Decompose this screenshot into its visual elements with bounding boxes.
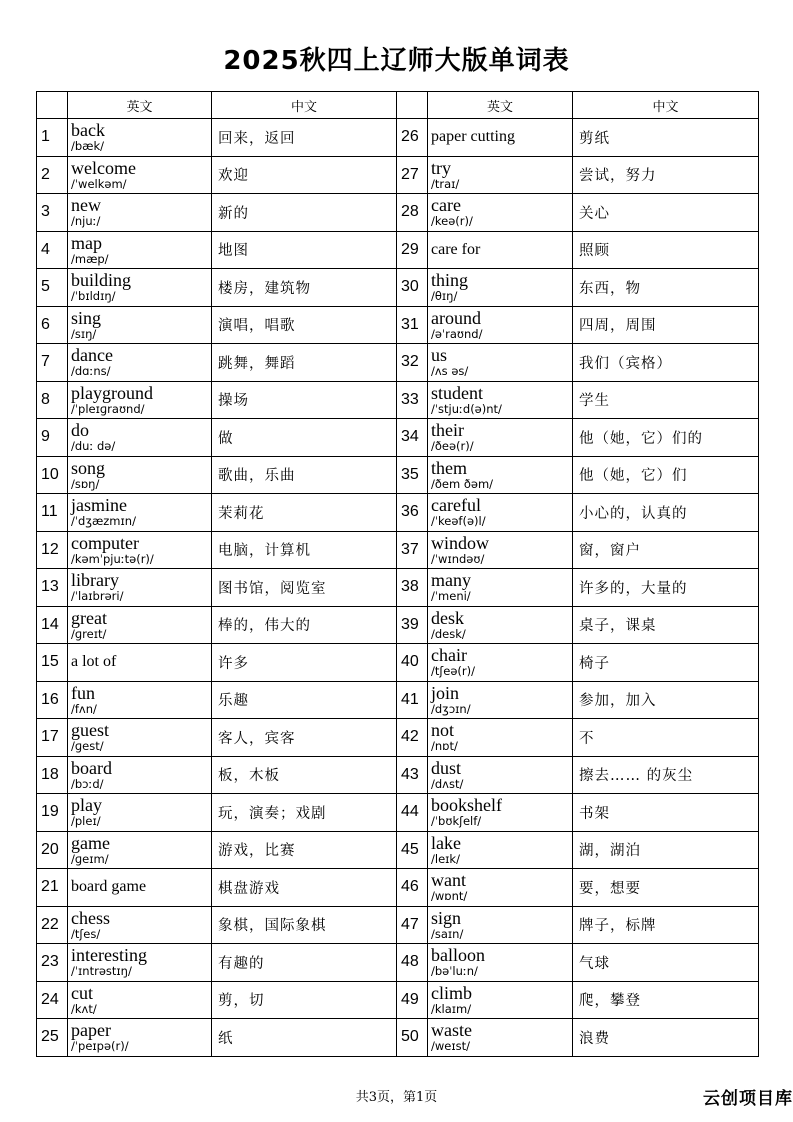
english-word: care bbox=[431, 195, 461, 216]
table-row bbox=[37, 944, 759, 982]
left-english bbox=[68, 644, 212, 682]
phonetic: /θɪŋ/ bbox=[431, 289, 458, 304]
phonetic: /klaɪm/ bbox=[431, 1001, 472, 1016]
left-chinese: 歌曲，乐曲 bbox=[212, 456, 397, 494]
phonetic: /weɪst/ bbox=[431, 1039, 471, 1054]
english-word: them bbox=[431, 457, 467, 478]
table-row bbox=[37, 306, 759, 344]
right-chinese: 关心 bbox=[573, 194, 759, 232]
left-number: 11 bbox=[37, 494, 68, 532]
phonetic: /saɪn/ bbox=[431, 926, 464, 941]
right-chinese: 气球 bbox=[573, 944, 759, 982]
english-word: many bbox=[431, 570, 471, 591]
right-chinese: 桌子，课桌 bbox=[573, 606, 759, 644]
table-row bbox=[37, 156, 759, 194]
right-chinese: 许多的，大量的 bbox=[573, 569, 759, 607]
page-title: 2025秋四上辽师大版单词表 bbox=[223, 46, 570, 76]
left-number: 2 bbox=[37, 156, 68, 194]
page-footer: 共3页，第1页 bbox=[355, 1090, 438, 1105]
left-chinese: 图书馆，阅览室 bbox=[212, 569, 397, 607]
phonetic: /duː də/ bbox=[71, 439, 116, 454]
english-word: us bbox=[431, 345, 448, 366]
right-number: 42 bbox=[397, 719, 428, 757]
header-row bbox=[37, 92, 759, 119]
right-english bbox=[428, 269, 573, 307]
english-word: chess bbox=[71, 907, 110, 928]
english-word: waste bbox=[431, 1020, 472, 1041]
table-row bbox=[37, 794, 759, 832]
phonetic: /njuː/ bbox=[71, 214, 101, 229]
english-word: climb bbox=[431, 982, 472, 1003]
right-number: 30 bbox=[397, 269, 428, 307]
english-word: jasmine bbox=[71, 495, 127, 516]
left-english bbox=[68, 344, 212, 382]
right-english bbox=[428, 494, 573, 532]
phonetic: /ˈɪntrəstɪŋ/ bbox=[71, 964, 132, 979]
english-word: playground bbox=[71, 382, 153, 403]
phonetic: /desk/ bbox=[431, 626, 466, 641]
left-chinese: 楼房，建筑物 bbox=[212, 269, 397, 307]
english-word: balloon bbox=[431, 945, 485, 966]
right-number: 44 bbox=[397, 794, 428, 832]
phonetic: /ðem ðəm/ bbox=[431, 476, 494, 491]
brand-watermark: 云创项目库 bbox=[703, 1089, 793, 1109]
left-chinese: 板，木板 bbox=[212, 756, 397, 794]
table-row bbox=[37, 194, 759, 232]
english-word: thing bbox=[431, 270, 469, 291]
english-word: a lot of bbox=[71, 653, 117, 671]
english-word: their bbox=[431, 420, 464, 441]
phonetic: /bæk/ bbox=[71, 139, 105, 154]
table-row bbox=[37, 681, 759, 719]
right-chinese: 要，想要 bbox=[573, 869, 759, 907]
english-word: not bbox=[431, 720, 455, 741]
left-number: 7 bbox=[37, 344, 68, 382]
phonetic: /tʃeə(r)/ bbox=[431, 664, 475, 679]
table-row bbox=[37, 756, 759, 794]
left-number: 1 bbox=[37, 119, 68, 157]
right-chinese: 他（她，它）们 bbox=[573, 456, 759, 494]
left-chinese: 电脑，计算机 bbox=[212, 531, 397, 569]
left-number: 10 bbox=[37, 456, 68, 494]
left-number: 17 bbox=[37, 719, 68, 757]
right-english bbox=[428, 831, 573, 869]
left-number: 5 bbox=[37, 269, 68, 307]
table-row bbox=[37, 494, 759, 532]
phonetic: /fʌn/ bbox=[71, 701, 97, 716]
left-chinese: 跳舞，舞蹈 bbox=[212, 344, 397, 382]
right-number: 46 bbox=[397, 869, 428, 907]
right-chinese: 剪纸 bbox=[573, 119, 759, 157]
right-number: 32 bbox=[397, 344, 428, 382]
right-english bbox=[428, 681, 573, 719]
left-number: 14 bbox=[37, 606, 68, 644]
phonetic: /ʌs əs/ bbox=[431, 364, 469, 379]
right-english bbox=[428, 906, 573, 944]
english-word: interesting bbox=[71, 945, 147, 966]
right-number: 49 bbox=[397, 981, 428, 1019]
phonetic: /ˈpleɪɡraʊnd/ bbox=[71, 401, 145, 416]
english-word: want bbox=[431, 870, 466, 891]
english-word: bookshelf bbox=[431, 795, 502, 816]
right-english bbox=[428, 981, 573, 1019]
right-chinese: 不 bbox=[573, 719, 759, 757]
english-word: new bbox=[71, 195, 101, 216]
left-number: 19 bbox=[37, 794, 68, 832]
left-english bbox=[68, 1019, 212, 1057]
left-chinese: 欢迎 bbox=[212, 156, 397, 194]
phonetic: /bəˈluːn/ bbox=[431, 964, 478, 979]
table-row bbox=[37, 531, 759, 569]
right-number: 34 bbox=[397, 419, 428, 457]
left-number: 9 bbox=[37, 419, 68, 457]
phonetic: /sɪŋ/ bbox=[71, 326, 97, 341]
english-word: computer bbox=[71, 532, 139, 553]
left-english bbox=[68, 494, 212, 532]
english-word: board bbox=[71, 757, 112, 778]
english-word: paper cutting bbox=[431, 128, 515, 146]
left-english bbox=[68, 719, 212, 757]
table-row bbox=[37, 981, 759, 1019]
right-english bbox=[428, 531, 573, 569]
phonetic: /dʌst/ bbox=[431, 776, 464, 791]
right-english bbox=[428, 381, 573, 419]
right-english bbox=[428, 344, 573, 382]
english-word: cut bbox=[71, 982, 93, 1003]
left-english bbox=[68, 306, 212, 344]
phonetic: /ðeə(r)/ bbox=[431, 439, 474, 454]
english-word: back bbox=[71, 120, 105, 141]
left-number: 8 bbox=[37, 381, 68, 419]
left-chinese: 许多 bbox=[212, 644, 397, 682]
english-word: board game bbox=[71, 878, 147, 896]
left-number: 3 bbox=[37, 194, 68, 232]
table-row bbox=[37, 1019, 759, 1057]
english-word: library bbox=[71, 570, 119, 591]
right-number: 39 bbox=[397, 606, 428, 644]
english-word: paper bbox=[71, 1020, 111, 1041]
left-chinese: 地图 bbox=[212, 231, 397, 269]
header-num-left bbox=[37, 92, 68, 119]
left-english bbox=[68, 419, 212, 457]
left-number: 23 bbox=[37, 944, 68, 982]
right-chinese: 爬，攀登 bbox=[573, 981, 759, 1019]
right-chinese: 窗，窗户 bbox=[573, 531, 759, 569]
right-chinese: 湖，湖泊 bbox=[573, 831, 759, 869]
right-chinese: 照顾 bbox=[573, 231, 759, 269]
english-word: game bbox=[71, 832, 110, 853]
right-chinese: 我们（宾格） bbox=[573, 344, 759, 382]
left-number: 12 bbox=[37, 531, 68, 569]
right-number: 35 bbox=[397, 456, 428, 494]
left-english bbox=[68, 831, 212, 869]
phonetic: /ˈwelkəm/ bbox=[71, 176, 127, 191]
left-chinese: 演唱，唱歌 bbox=[212, 306, 397, 344]
phonetic: /nɒt/ bbox=[431, 739, 458, 754]
right-number: 26 bbox=[397, 119, 428, 157]
english-word: desk bbox=[431, 607, 464, 628]
table-row bbox=[37, 606, 759, 644]
left-english bbox=[68, 981, 212, 1019]
left-chinese: 客人，宾客 bbox=[212, 719, 397, 757]
phonetic: /ˈstjuːd(ə)nt/ bbox=[431, 401, 502, 416]
table-row bbox=[37, 419, 759, 457]
left-chinese: 剪，切 bbox=[212, 981, 397, 1019]
left-number: 6 bbox=[37, 306, 68, 344]
left-chinese: 游戏，比赛 bbox=[212, 831, 397, 869]
english-word: window bbox=[431, 532, 489, 553]
right-chinese: 小心的，认真的 bbox=[573, 494, 759, 532]
left-number: 16 bbox=[37, 681, 68, 719]
right-english bbox=[428, 606, 573, 644]
english-word: around bbox=[431, 307, 481, 328]
phonetic: /bɔːd/ bbox=[71, 776, 104, 791]
phonetic: /leɪk/ bbox=[431, 851, 460, 866]
left-english bbox=[68, 569, 212, 607]
phonetic: /keə(r)/ bbox=[431, 214, 473, 229]
right-english bbox=[428, 569, 573, 607]
left-english bbox=[68, 944, 212, 982]
right-english bbox=[428, 719, 573, 757]
right-number: 33 bbox=[397, 381, 428, 419]
left-number: 20 bbox=[37, 831, 68, 869]
right-english bbox=[428, 419, 573, 457]
table-row bbox=[37, 719, 759, 757]
right-number: 31 bbox=[397, 306, 428, 344]
left-chinese: 纸 bbox=[212, 1019, 397, 1057]
english-word: chair bbox=[431, 645, 467, 666]
phonetic: /tʃes/ bbox=[71, 926, 101, 941]
left-english bbox=[68, 119, 212, 157]
right-english bbox=[428, 944, 573, 982]
right-english bbox=[428, 231, 573, 269]
english-word: student bbox=[431, 382, 483, 403]
left-number: 4 bbox=[37, 231, 68, 269]
right-number: 45 bbox=[397, 831, 428, 869]
right-number: 50 bbox=[397, 1019, 428, 1057]
right-number: 29 bbox=[397, 231, 428, 269]
phonetic: /ˈpeɪpə(r)/ bbox=[71, 1039, 129, 1054]
phonetic: /ˈbɪldɪŋ/ bbox=[71, 289, 116, 304]
table-row bbox=[37, 231, 759, 269]
left-chinese: 茉莉花 bbox=[212, 494, 397, 532]
right-number: 48 bbox=[397, 944, 428, 982]
left-english bbox=[68, 756, 212, 794]
english-word: guest bbox=[71, 720, 109, 741]
right-number: 27 bbox=[397, 156, 428, 194]
left-english bbox=[68, 794, 212, 832]
left-english bbox=[68, 231, 212, 269]
table-row bbox=[37, 869, 759, 907]
right-english bbox=[428, 194, 573, 232]
left-english bbox=[68, 194, 212, 232]
phonetic: /dɑːns/ bbox=[71, 364, 111, 379]
right-chinese: 东西，物 bbox=[573, 269, 759, 307]
phonetic: /ˈmeni/ bbox=[431, 589, 471, 604]
header-chinese-right: 中文 bbox=[573, 92, 759, 119]
left-number: 22 bbox=[37, 906, 68, 944]
phonetic: /kʌt/ bbox=[71, 1001, 97, 1016]
phonetic: /əˈraʊnd/ bbox=[431, 326, 483, 341]
english-word: map bbox=[71, 232, 102, 253]
phonetic: /pleɪ/ bbox=[71, 814, 101, 829]
table-row bbox=[37, 569, 759, 607]
left-chinese: 棋盘游戏 bbox=[212, 869, 397, 907]
table-row bbox=[37, 644, 759, 682]
left-english bbox=[68, 869, 212, 907]
english-word: care for bbox=[431, 240, 481, 258]
right-number: 37 bbox=[397, 531, 428, 569]
left-english bbox=[68, 681, 212, 719]
right-english bbox=[428, 456, 573, 494]
phonetic: /ɡeɪm/ bbox=[71, 851, 109, 866]
left-english bbox=[68, 906, 212, 944]
left-number: 24 bbox=[37, 981, 68, 1019]
english-word: sign bbox=[431, 907, 462, 928]
vocabulary-rows bbox=[37, 119, 759, 1057]
right-number: 28 bbox=[397, 194, 428, 232]
phonetic: /sɒŋ/ bbox=[71, 476, 100, 491]
right-english bbox=[428, 756, 573, 794]
left-english bbox=[68, 531, 212, 569]
english-word: welcome bbox=[71, 157, 136, 178]
right-chinese: 尝试，努力 bbox=[573, 156, 759, 194]
table-row bbox=[37, 119, 759, 157]
header-english-left: 英文 bbox=[68, 92, 212, 119]
right-number: 36 bbox=[397, 494, 428, 532]
left-number: 18 bbox=[37, 756, 68, 794]
header-chinese-left: 中文 bbox=[212, 92, 397, 119]
left-english bbox=[68, 156, 212, 194]
right-chinese: 浪费 bbox=[573, 1019, 759, 1057]
english-word: careful bbox=[431, 495, 481, 516]
phonetic: /wɒnt/ bbox=[431, 889, 468, 904]
left-chinese: 做 bbox=[212, 419, 397, 457]
table-row bbox=[37, 456, 759, 494]
left-chinese: 有趣的 bbox=[212, 944, 397, 982]
phonetic: /ɡest/ bbox=[71, 739, 104, 754]
right-english bbox=[428, 1019, 573, 1057]
right-chinese: 他（她，它）们的 bbox=[573, 419, 759, 457]
right-number: 47 bbox=[397, 906, 428, 944]
right-chinese: 牌子，标牌 bbox=[573, 906, 759, 944]
phonetic: /ˈbʊkʃelf/ bbox=[431, 814, 482, 829]
right-english bbox=[428, 119, 573, 157]
right-number: 41 bbox=[397, 681, 428, 719]
phonetic: /ˈkeəf(ə)l/ bbox=[431, 514, 486, 529]
table-row bbox=[37, 344, 759, 382]
table-row bbox=[37, 831, 759, 869]
right-english bbox=[428, 156, 573, 194]
left-english bbox=[68, 381, 212, 419]
phonetic: /traɪ/ bbox=[431, 176, 460, 191]
vocabulary-table bbox=[36, 91, 759, 1057]
left-chinese: 玩，演奏；戏剧 bbox=[212, 794, 397, 832]
english-word: fun bbox=[71, 682, 95, 703]
table-row bbox=[37, 381, 759, 419]
header-num-right bbox=[397, 92, 428, 119]
english-word: building bbox=[71, 270, 132, 291]
right-chinese: 参加，加入 bbox=[573, 681, 759, 719]
left-number: 21 bbox=[37, 869, 68, 907]
english-word: try bbox=[431, 157, 451, 178]
english-word: do bbox=[71, 420, 89, 441]
phonetic: /ˈlaɪbrəri/ bbox=[71, 589, 124, 604]
english-word: song bbox=[71, 457, 106, 478]
right-number: 40 bbox=[397, 644, 428, 682]
left-english bbox=[68, 269, 212, 307]
english-word: great bbox=[71, 607, 107, 628]
right-chinese: 书架 bbox=[573, 794, 759, 832]
right-chinese: 擦去…… 的灰尘 bbox=[573, 756, 759, 794]
english-word: sing bbox=[71, 307, 102, 328]
left-chinese: 操场 bbox=[212, 381, 397, 419]
right-chinese: 学生 bbox=[573, 381, 759, 419]
english-word: play bbox=[71, 795, 102, 816]
english-word: join bbox=[431, 682, 460, 703]
right-chinese: 椅子 bbox=[573, 644, 759, 682]
right-english bbox=[428, 794, 573, 832]
phonetic: /kəmˈpjuːtə(r)/ bbox=[71, 551, 154, 566]
phonetic: /dʒɔɪn/ bbox=[431, 701, 471, 716]
english-word: dance bbox=[71, 345, 113, 366]
phonetic: /ɡreɪt/ bbox=[71, 626, 107, 641]
phonetic: /ˈdʒæzmɪn/ bbox=[71, 514, 136, 529]
right-number: 43 bbox=[397, 756, 428, 794]
left-chinese: 棒的，伟大的 bbox=[212, 606, 397, 644]
header-english-right: 英文 bbox=[428, 92, 573, 119]
left-number: 25 bbox=[37, 1019, 68, 1057]
right-chinese: 四周，周围 bbox=[573, 306, 759, 344]
left-chinese: 乐趣 bbox=[212, 681, 397, 719]
phonetic: /mæp/ bbox=[71, 251, 109, 266]
right-english bbox=[428, 306, 573, 344]
phonetic: /ˈwɪndəʊ/ bbox=[431, 551, 485, 566]
left-chinese: 象棋，国际象棋 bbox=[212, 906, 397, 944]
left-number: 13 bbox=[37, 569, 68, 607]
left-chinese: 新的 bbox=[212, 194, 397, 232]
table-row bbox=[37, 906, 759, 944]
table-row bbox=[37, 269, 759, 307]
right-number: 38 bbox=[397, 569, 428, 607]
right-english bbox=[428, 869, 573, 907]
english-word: lake bbox=[431, 832, 461, 853]
right-english bbox=[428, 644, 573, 682]
left-chinese: 回来，返回 bbox=[212, 119, 397, 157]
left-number: 15 bbox=[37, 644, 68, 682]
left-english bbox=[68, 456, 212, 494]
left-english bbox=[68, 606, 212, 644]
english-word: dust bbox=[431, 757, 462, 778]
